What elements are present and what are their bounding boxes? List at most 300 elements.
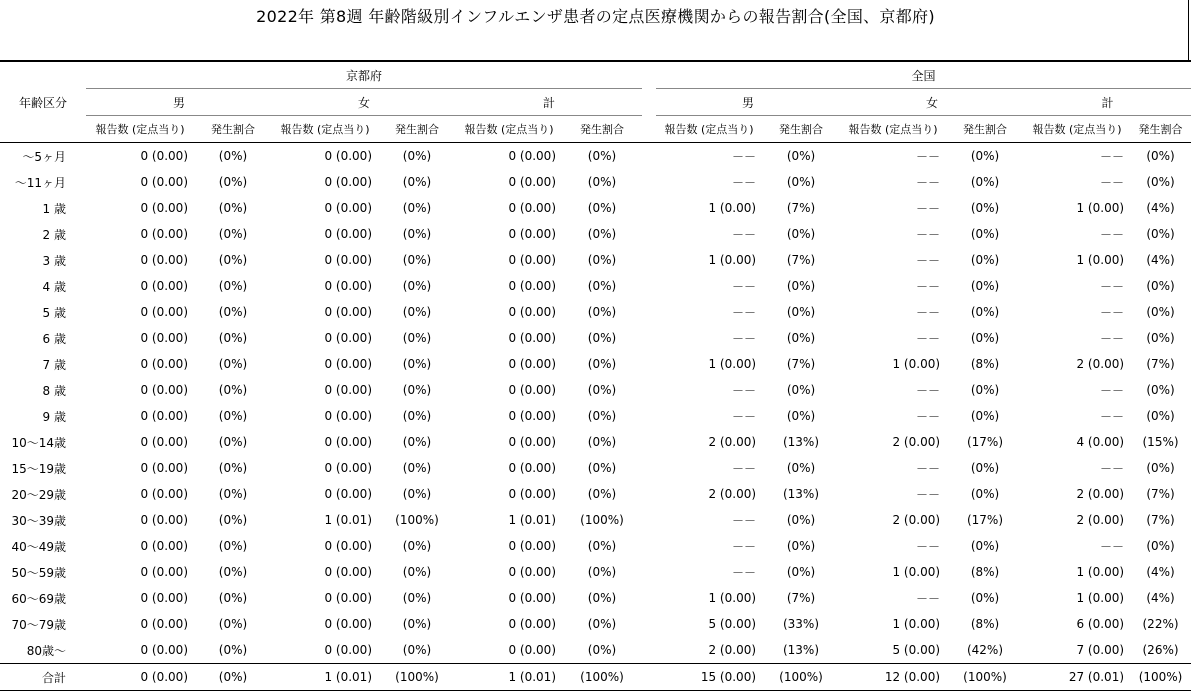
report-count-cell: 1 (0.00) (708, 591, 757, 605)
col-header-count-national-total: 報告数 (定点当り) (1024, 116, 1130, 143)
rate-cell: (26%) (1142, 643, 1179, 657)
rate-cell: (13%) (782, 435, 820, 449)
report-count-cell: 0 (0.00) (508, 617, 556, 631)
rate-cell: (0%) (970, 149, 1000, 163)
rate-cell: (0%) (218, 383, 248, 397)
report-count-cell: 1 (0.00) (1076, 565, 1125, 579)
table-row (0, 247, 1191, 273)
report-count-cell: 0 (0.00) (324, 227, 372, 241)
rate-cell: (4%) (1146, 591, 1175, 605)
age-class-label: 20～29歳 (11, 487, 66, 502)
rate-cell: (0%) (587, 175, 617, 189)
table-row (0, 507, 1191, 533)
rate-cell: (0%) (786, 383, 816, 397)
age-class-label: 80歳～ (26, 643, 66, 658)
rate-cell: (0%) (587, 279, 617, 293)
rate-cell: (100%) (762, 664, 840, 691)
report-count-cell: 0 (0.00) (140, 201, 188, 215)
report-count-cell: 1 (0.00) (708, 357, 757, 371)
rate-cell: (0%) (786, 279, 816, 293)
report-count-cell: 2 (0.00) (1076, 487, 1125, 501)
report-count-cell: 0 (0.00) (508, 591, 556, 605)
sex-header-national-total: 計 (1024, 89, 1191, 116)
rate-cell: (0%) (587, 331, 617, 345)
col-header-count-kyoto-total: 報告数 (定点当り) (456, 116, 562, 143)
rate-cell: (0%) (587, 227, 617, 241)
rate-cell: (0%) (402, 435, 432, 449)
rate-cell: (0%) (402, 383, 432, 397)
rate-cell: (0%) (970, 409, 1000, 423)
report-count-cell: 0 (0.00) (508, 279, 556, 293)
rate-cell: (0%) (970, 253, 1000, 267)
report-count-cell: －－ (732, 331, 757, 346)
table-row (0, 221, 1191, 247)
report-count-cell: 0 (0.00) (140, 331, 188, 345)
report-count-cell: －－ (732, 513, 757, 528)
col-header-rate-national-total: 発生割合 (1130, 116, 1191, 143)
rate-cell: (0%) (587, 539, 617, 553)
rate-cell: (0%) (218, 539, 248, 553)
report-count-cell: 1 (0.00) (708, 253, 757, 267)
report-count-cell: 0 (0.00) (324, 461, 372, 475)
report-count-cell: 1 (0.00) (708, 201, 757, 215)
region-header-national: 全国 (656, 61, 1191, 89)
table-row (0, 559, 1191, 585)
report-count-cell: 0 (0.00) (140, 565, 188, 579)
rate-cell: (0%) (1146, 175, 1175, 189)
report-count-cell: 1 (0.00) (892, 617, 941, 631)
rate-cell: (0%) (587, 409, 617, 423)
rate-cell: (0%) (218, 149, 248, 163)
report-count-cell: 12 (0.00) (840, 664, 946, 691)
rate-cell: (0%) (218, 591, 248, 605)
report-count-cell: 0 (0.00) (140, 279, 188, 293)
report-count-cell: 0 (0.00) (508, 643, 556, 657)
rate-cell: (0%) (218, 227, 248, 241)
age-class-label: 10～14歳 (11, 435, 66, 450)
rate-cell: (0%) (1146, 279, 1175, 293)
report-count-cell: 0 (0.00) (140, 461, 188, 475)
table-row (0, 325, 1191, 351)
report-count-cell: －－ (732, 149, 757, 164)
region-gap (642, 61, 656, 89)
report-count-cell: －－ (916, 591, 941, 606)
report-count-cell: 0 (0.00) (324, 305, 372, 319)
rate-cell: (0%) (587, 253, 617, 267)
rate-cell: (0%) (218, 487, 248, 501)
report-count-cell: －－ (916, 383, 941, 398)
rate-cell: (15%) (1142, 435, 1179, 449)
age-class-label: 1 歳 (42, 201, 66, 216)
report-count-cell: 0 (0.00) (324, 253, 372, 267)
report-count-cell: 2 (0.00) (1076, 357, 1125, 371)
report-count-cell: 15 (0.00) (656, 664, 762, 691)
table-row (0, 143, 1191, 170)
report-count-cell: 0 (0.00) (508, 253, 556, 267)
rate-cell: (17%) (966, 513, 1004, 527)
rate-cell: (0%) (587, 201, 617, 215)
rate-cell: (0%) (786, 305, 816, 319)
report-count-cell: 1 (0.01) (456, 664, 562, 691)
rate-cell: (0%) (1146, 409, 1175, 423)
report-count-cell: 0 (0.00) (324, 279, 372, 293)
report-count-cell: 0 (0.00) (140, 409, 188, 423)
report-count-cell: 7 (0.00) (1076, 643, 1125, 657)
age-class-label: 3 歳 (42, 253, 66, 268)
report-count-cell: 1 (0.01) (508, 513, 556, 527)
rate-cell: (100%) (1130, 664, 1191, 691)
report-count-cell: 4 (0.00) (1076, 435, 1125, 449)
table-row (0, 533, 1191, 559)
report-count-cell: 1 (0.00) (1076, 591, 1125, 605)
rate-cell: (0%) (218, 643, 248, 657)
report-count-cell: －－ (732, 565, 757, 580)
table-row (0, 299, 1191, 325)
report-count-cell: 0 (0.00) (324, 565, 372, 579)
rate-cell: (0%) (786, 461, 816, 475)
rate-cell: (0%) (218, 357, 248, 371)
rate-cell: (0%) (402, 357, 432, 371)
rate-cell: (7%) (1146, 487, 1175, 501)
rate-cell: (0%) (402, 591, 432, 605)
age-class-label: 9 歳 (42, 409, 66, 424)
report-count-cell: 0 (0.00) (508, 487, 556, 501)
rate-cell: (4%) (1146, 565, 1175, 579)
report-count-cell: 0 (0.00) (508, 565, 556, 579)
report-count-cell: 1 (0.01) (272, 664, 378, 691)
rate-cell: (0%) (587, 461, 617, 475)
rate-cell: (0%) (970, 279, 1000, 293)
rate-cell: (0%) (218, 201, 248, 215)
rate-cell: (0%) (970, 461, 1000, 475)
report-count-cell: 0 (0.00) (508, 227, 556, 241)
report-count-cell: －－ (916, 149, 941, 164)
report-count-cell: 0 (0.00) (140, 617, 188, 631)
rate-cell: (0%) (786, 227, 816, 241)
report-count-cell: 0 (0.00) (140, 487, 188, 501)
rate-cell: (0%) (970, 539, 1000, 553)
rate-cell: (0%) (786, 175, 816, 189)
report-count-cell: 0 (0.00) (508, 331, 556, 345)
col-header-count-national-male: 報告数 (定点当り) (656, 116, 762, 143)
rate-cell: (0%) (402, 565, 432, 579)
age-header-top (0, 61, 86, 89)
table-row (0, 637, 1191, 664)
report-count-cell: －－ (916, 409, 941, 424)
rate-cell: (100%) (562, 664, 642, 691)
rate-cell: (0%) (218, 253, 248, 267)
col-header-rate-national-female: 発生割合 (946, 116, 1024, 143)
col-header-count-kyoto-female: 報告数 (定点当り) (272, 116, 378, 143)
report-count-cell: －－ (1100, 461, 1125, 476)
rate-cell: (0%) (402, 149, 432, 163)
frame-border (1188, 0, 1189, 60)
rate-cell: (0%) (587, 357, 617, 371)
report-count-cell: 0 (0.00) (324, 175, 372, 189)
rate-cell: (0%) (1146, 149, 1175, 163)
report-count-cell: －－ (732, 305, 757, 320)
report-count-cell: 0 (0.00) (324, 591, 372, 605)
rate-cell: (0%) (587, 435, 617, 449)
table-row (0, 585, 1191, 611)
report-count-cell: －－ (732, 383, 757, 398)
sex-header-kyoto-total: 計 (456, 89, 642, 116)
report-count-cell: 2 (0.00) (708, 435, 757, 449)
report-count-cell: 2 (0.00) (708, 487, 757, 501)
report-count-cell: －－ (732, 539, 757, 554)
rate-cell: (4%) (1146, 253, 1175, 267)
rate-cell: (0%) (587, 591, 617, 605)
col-header-count-kyoto-male: 報告数 (定点当り) (86, 116, 194, 143)
report-count-cell: 0 (0.00) (140, 513, 188, 527)
influenza-age-table (0, 60, 1191, 691)
rate-cell: (0%) (786, 409, 816, 423)
table-row (0, 377, 1191, 403)
rate-cell: (8%) (970, 565, 1000, 579)
rate-cell: (0%) (402, 487, 432, 501)
total-row (0, 664, 1191, 691)
col-header-rate-kyoto-female: 発生割合 (378, 116, 456, 143)
report-count-cell: －－ (1100, 539, 1125, 554)
table-row (0, 481, 1191, 507)
report-count-cell: 0 (0.00) (508, 305, 556, 319)
rate-cell: (0%) (587, 565, 617, 579)
report-count-cell: －－ (1100, 149, 1125, 164)
col-header-rate-national-male: 発生割合 (762, 116, 840, 143)
sex-header-national-male: 男 (656, 89, 840, 116)
rate-cell: (7%) (786, 591, 816, 605)
rate-cell: (0%) (786, 331, 816, 345)
rate-cell: (0%) (970, 487, 1000, 501)
report-count-cell: 0 (0.00) (324, 487, 372, 501)
rate-cell: (0%) (970, 175, 1000, 189)
rate-cell: (33%) (782, 617, 820, 631)
rate-cell: (0%) (786, 565, 816, 579)
age-class-label: ～11ヶ月 (14, 175, 66, 190)
table-row (0, 169, 1191, 195)
rate-cell: (22%) (1142, 617, 1179, 631)
age-class-label: 4 歳 (42, 279, 66, 294)
rate-cell: (17%) (966, 435, 1004, 449)
report-count-cell: －－ (1100, 279, 1125, 294)
report-count-cell: －－ (916, 331, 941, 346)
report-count-cell: 0 (0.00) (140, 227, 188, 241)
rate-cell: (7%) (786, 357, 816, 371)
table-row (0, 403, 1191, 429)
report-count-cell: 1 (0.00) (892, 357, 941, 371)
report-count-cell: 0 (0.00) (508, 175, 556, 189)
rate-cell: (0%) (402, 305, 432, 319)
report-count-cell: －－ (1100, 331, 1125, 346)
report-count-cell: 1 (0.01) (324, 513, 372, 527)
age-class-label: 7 歳 (42, 357, 66, 372)
sex-header-kyoto-male: 男 (86, 89, 272, 116)
rate-cell: (0%) (587, 617, 617, 631)
age-class-label: 2 歳 (42, 227, 66, 242)
table-row (0, 611, 1191, 637)
total-label: 合計 (0, 664, 86, 691)
report-count-cell: 0 (0.00) (508, 435, 556, 449)
report-count-cell: 1 (0.00) (892, 565, 941, 579)
report-count-cell: 0 (0.00) (324, 539, 372, 553)
report-count-cell: －－ (916, 227, 941, 242)
age-class-header: 年齢区分 (18, 95, 67, 110)
report-count-cell: －－ (732, 409, 757, 424)
rate-cell: (0%) (402, 279, 432, 293)
report-count-cell: 0 (0.00) (324, 643, 372, 657)
rate-cell: (8%) (970, 357, 1000, 371)
report-count-cell: 2 (0.00) (892, 435, 941, 449)
age-class-label: 8 歳 (42, 383, 66, 398)
rate-cell: (0%) (402, 461, 432, 475)
report-count-cell: 0 (0.00) (140, 253, 188, 267)
rate-cell: (0%) (218, 175, 248, 189)
age-class-label: 70～79歳 (11, 617, 66, 632)
age-class-label: 30～39歳 (11, 513, 66, 528)
report-count-cell: 6 (0.00) (1076, 617, 1125, 631)
age-class-label: 50～59歳 (11, 565, 66, 580)
report-count-cell: －－ (1100, 383, 1125, 398)
age-class-label: 60～69歳 (11, 591, 66, 606)
report-count-cell: 0 (0.00) (324, 357, 372, 371)
rate-cell: (0%) (970, 383, 1000, 397)
rate-cell: (0%) (402, 643, 432, 657)
rate-cell: (0%) (587, 383, 617, 397)
rate-cell: (0%) (587, 487, 617, 501)
rate-cell: (0%) (970, 591, 1000, 605)
report-count-cell: 0 (0.00) (140, 383, 188, 397)
age-class-label: 40～49歳 (11, 539, 66, 554)
rate-cell: (100%) (378, 664, 456, 691)
col-header-rate-kyoto-total: 発生割合 (562, 116, 642, 143)
rate-cell: (7%) (786, 201, 816, 215)
report-count-cell: 1 (0.00) (1076, 253, 1125, 267)
rate-cell: (0%) (786, 513, 816, 527)
age-class-label: 6 歳 (42, 331, 66, 346)
rate-cell: (100%) (580, 513, 624, 527)
rate-cell: (0%) (587, 149, 617, 163)
rate-cell: (42%) (966, 643, 1004, 657)
rate-cell: (7%) (1146, 357, 1175, 371)
rate-cell: (0%) (1146, 461, 1175, 475)
rate-cell: (13%) (782, 643, 820, 657)
report-count-cell: 0 (0.00) (324, 617, 372, 631)
report-count-cell: 2 (0.00) (892, 513, 941, 527)
rate-cell: (0%) (402, 175, 432, 189)
rate-cell: (0%) (218, 565, 248, 579)
rate-cell: (0%) (587, 305, 617, 319)
rate-cell: (0%) (1146, 227, 1175, 241)
region-header-kyoto: 京都府 (86, 61, 642, 89)
report-count-cell: 27 (0.01) (1024, 664, 1130, 691)
rate-cell: (0%) (402, 201, 432, 215)
report-count-cell: －－ (732, 175, 757, 190)
rate-cell: (0%) (402, 227, 432, 241)
rate-cell: (7%) (786, 253, 816, 267)
report-count-cell: －－ (1100, 175, 1125, 190)
rate-cell: (0%) (218, 435, 248, 449)
report-count-cell: －－ (916, 539, 941, 554)
report-count-cell: 0 (0.00) (508, 409, 556, 423)
table-row (0, 455, 1191, 481)
report-count-cell: 0 (0.00) (140, 357, 188, 371)
rate-cell: (0%) (1146, 331, 1175, 345)
rate-cell: (0%) (218, 617, 248, 631)
rate-cell: (0%) (970, 305, 1000, 319)
report-count-cell: 0 (0.00) (324, 201, 372, 215)
report-count-cell: －－ (732, 279, 757, 294)
report-count-cell: 0 (0.00) (508, 461, 556, 475)
rate-cell: (100%) (946, 664, 1024, 691)
rate-cell: (4%) (1146, 201, 1175, 215)
report-count-cell: 0 (0.00) (324, 435, 372, 449)
rate-cell: (0%) (218, 513, 248, 527)
report-count-cell: 0 (0.00) (140, 539, 188, 553)
rate-cell: (0%) (402, 409, 432, 423)
report-count-cell: 0 (0.00) (140, 149, 188, 163)
rate-cell: (0%) (218, 461, 248, 475)
table-row (0, 429, 1191, 455)
rate-cell: (0%) (1146, 305, 1175, 319)
rate-cell: (7%) (1146, 513, 1175, 527)
report-count-cell: －－ (732, 227, 757, 242)
table-row (0, 273, 1191, 299)
rate-cell: (0%) (1146, 539, 1175, 553)
report-title: 2022年 第8週 年齢階級別インフルエンザ患者の定点医療機関からの報告割合(全国、京都府) (256, 7, 935, 26)
report-count-cell: 0 (0.00) (140, 591, 188, 605)
report-count-cell: 0 (0.00) (508, 383, 556, 397)
report-count-cell: 0 (0.00) (508, 149, 556, 163)
report-count-cell: 5 (0.00) (708, 617, 757, 631)
report-count-cell: －－ (916, 487, 941, 502)
report-count-cell: 5 (0.00) (892, 643, 941, 657)
col-header-rate-kyoto-male: 発生割合 (194, 116, 272, 143)
report-count-cell: 0 (0.00) (324, 409, 372, 423)
report-count-cell: －－ (916, 175, 941, 190)
rate-cell: (0%) (218, 409, 248, 423)
report-count-cell: －－ (916, 253, 941, 268)
sex-header-kyoto-female: 女 (272, 89, 456, 116)
rate-cell: (0%) (218, 305, 248, 319)
rate-cell: (0%) (402, 617, 432, 631)
rate-cell: (100%) (395, 513, 439, 527)
rate-cell: (0%) (402, 539, 432, 553)
rate-cell: (13%) (782, 487, 820, 501)
report-count-cell: 0 (0.00) (508, 201, 556, 215)
rate-cell: (0%) (1146, 383, 1175, 397)
report-count-cell: －－ (732, 461, 757, 476)
table-row (0, 351, 1191, 377)
rate-cell: (0%) (587, 643, 617, 657)
report-count-cell: －－ (1100, 409, 1125, 424)
report-count-cell: 0 (0.00) (508, 357, 556, 371)
report-count-cell: 0 (0.00) (508, 539, 556, 553)
sex-header-national-female: 女 (840, 89, 1024, 116)
col-header-count-national-female: 報告数 (定点当り) (840, 116, 946, 143)
rate-cell: (0%) (786, 149, 816, 163)
report-count-cell: －－ (916, 279, 941, 294)
rate-cell: (0%) (786, 539, 816, 553)
rate-cell: (0%) (970, 227, 1000, 241)
report-count-cell: 0 (0.00) (86, 664, 194, 691)
rate-cell: (0%) (402, 331, 432, 345)
rate-cell: (0%) (970, 331, 1000, 345)
rate-cell: (0%) (970, 201, 1000, 215)
report-count-cell: 0 (0.00) (140, 435, 188, 449)
rate-cell: (0%) (194, 664, 272, 691)
report-count-cell: －－ (916, 461, 941, 476)
report-count-cell: 1 (0.00) (1076, 201, 1125, 215)
